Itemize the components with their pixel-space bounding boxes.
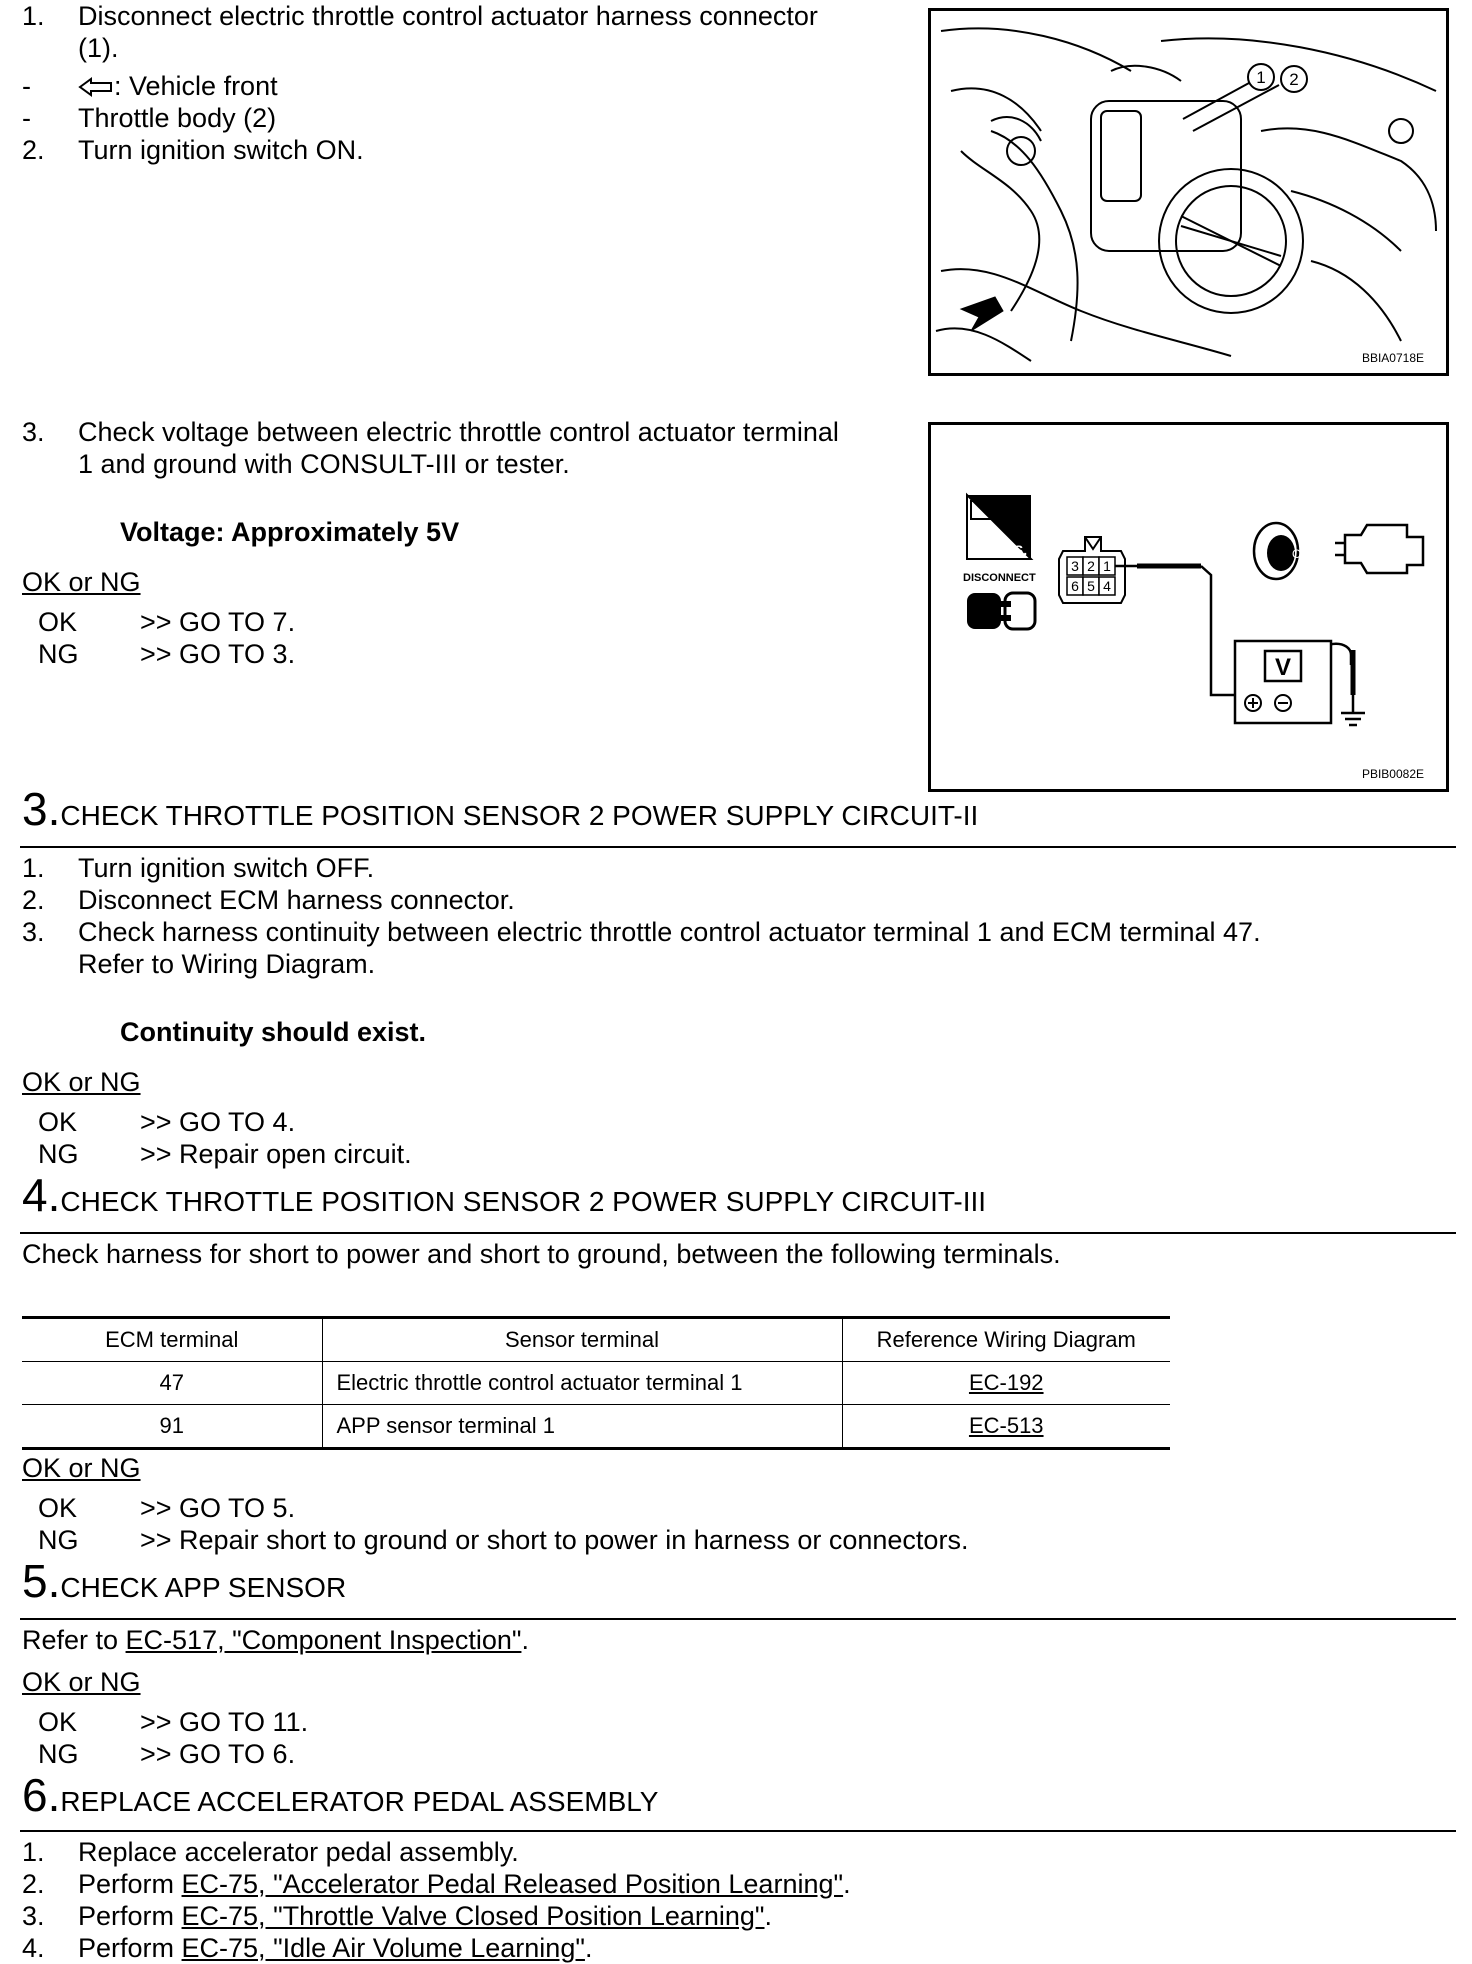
throttle-body-figure [928, 8, 1449, 376]
disconnect-label: DISCONNECT [963, 572, 1036, 584]
vehicle-front-arrow-icon [78, 76, 114, 98]
key-on-label: ON [1292, 547, 1310, 561]
voltage-test-diagram [931, 425, 1446, 789]
figure-code: BBIA0718E [1361, 351, 1424, 365]
callout-1-label: 1 [1256, 68, 1266, 87]
learning-procedure-link[interactable]: EC-75, "Throttle Valve Closed Position Learning" [181, 1901, 765, 1931]
table-header: Sensor terminal [322, 1318, 842, 1362]
harness-connector [1059, 537, 1125, 603]
disconnect-connector-icon [967, 593, 1035, 629]
section-6-rule [20, 1830, 1456, 1832]
pin-1: 1 [1103, 558, 1111, 574]
ground-icon [1341, 650, 1365, 725]
section-5-rule [20, 1618, 1456, 1620]
section-3-rule [20, 846, 1456, 848]
ts-icon [967, 495, 1031, 559]
ok-or-ng-label: OK or NG [22, 1453, 141, 1483]
pin-6: 6 [1071, 578, 1079, 594]
section-5-refer: Refer to EC-517, "Component Inspection". [22, 1625, 529, 1655]
table-header-row [22, 1318, 1170, 1362]
table-row [22, 1362, 1170, 1405]
voltmeter [1235, 641, 1331, 723]
table-cell: Electric throttle control actuator terminal 1 [322, 1362, 842, 1405]
learning-procedure-link[interactable]: EC-75, "Idle Air Volume Learning" [181, 1933, 585, 1963]
table-header: Reference Wiring Diagram [842, 1318, 1170, 1362]
svg-text:T.S.: T.S. [1003, 542, 1028, 558]
throttle-body-illustration [931, 11, 1446, 373]
component-inspection-link[interactable]: EC-517, "Component Inspection" [125, 1625, 522, 1655]
wiring-diagram-link[interactable]: EC-192 [968, 1370, 1044, 1395]
voltage-test-figure [928, 422, 1449, 792]
voltage-spec: Voltage: Approximately 5V [120, 517, 460, 547]
ignition-key-icon [1254, 523, 1310, 579]
terminal-table [22, 1316, 1170, 1450]
pin-3: 3 [1071, 558, 1079, 574]
table-cell: 91 [22, 1405, 322, 1449]
section-3-heading: 3.CHECK THROTTLE POSITION SENSOR 2 POWER SUPPLY CIRCUIT-II [22, 783, 979, 835]
section-6-heading: 6.REPLACE ACCELERATOR PEDAL ASSEMBLY [22, 1769, 659, 1821]
section-4-intro: Check harness for short to power and short to ground, between the following terminals. [22, 1239, 1061, 1269]
vehicle-front-arrow-icon [961, 297, 1003, 331]
ok-or-ng-label: OK or NG [22, 1667, 141, 1697]
section-5-heading: 5.CHECK APP SENSOR [22, 1555, 347, 1607]
table-cell: 47 [22, 1362, 322, 1405]
table-header: ECM terminal [22, 1318, 322, 1362]
ok-or-ng-label: OK or NG [22, 567, 141, 597]
table-cell: APP sensor terminal 1 [322, 1405, 842, 1449]
callout-2-label: 2 [1289, 70, 1299, 89]
figure-code: PBIB0082E [1361, 767, 1424, 781]
section-4-heading: 4.CHECK THROTTLE POSITION SENSOR 2 POWER SUPPLY CIRCUIT-III [22, 1169, 987, 1221]
section-4-rule [20, 1232, 1456, 1234]
wiring-diagram-link[interactable]: EC-513 [968, 1413, 1044, 1438]
pin-2: 2 [1087, 558, 1095, 574]
table-row [22, 1405, 1170, 1449]
engine-icon [1335, 525, 1423, 573]
voltmeter-label: V [1274, 654, 1292, 681]
continuity-spec: Continuity should exist. [120, 1017, 427, 1047]
pin-5: 5 [1087, 578, 1095, 594]
ok-or-ng-label: OK or NG [22, 1067, 141, 1097]
pin-4: 4 [1103, 578, 1111, 594]
learning-procedure-link[interactable]: EC-75, "Accelerator Pedal Released Position Learning" [181, 1869, 844, 1899]
